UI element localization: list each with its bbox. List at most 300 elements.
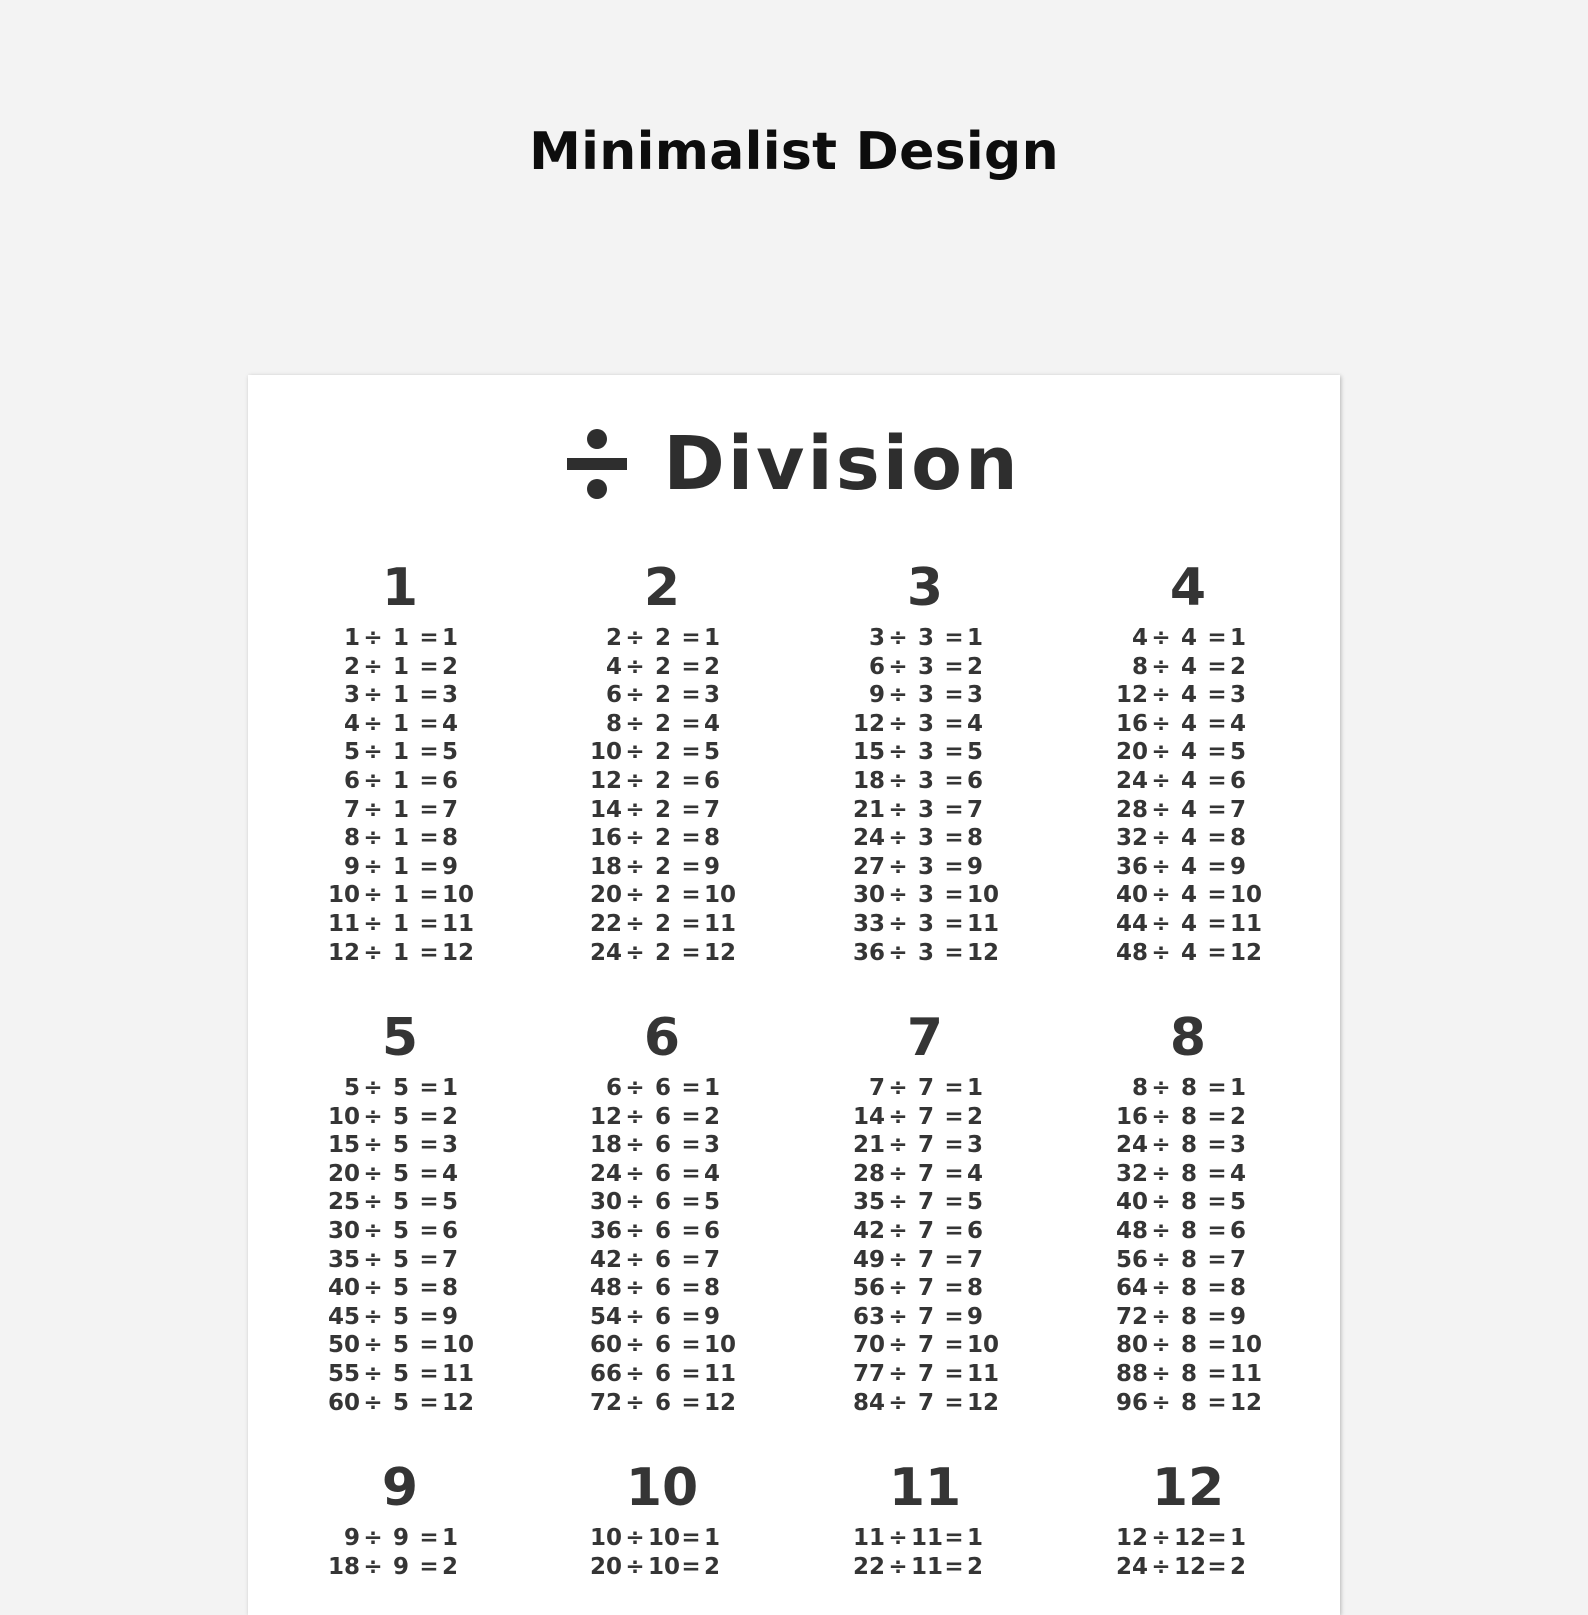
equals-sign: = xyxy=(681,682,701,709)
divisor: 8 xyxy=(1180,1332,1197,1359)
division-sign: ÷ xyxy=(363,910,383,937)
dividend: 56 xyxy=(1115,1246,1148,1273)
divisor: 2 xyxy=(654,853,671,880)
division-sign: ÷ xyxy=(1151,710,1171,737)
division-table-2 xyxy=(562,560,762,967)
equation-row xyxy=(825,910,1025,939)
equals-sign: = xyxy=(419,710,439,737)
division-sign: ÷ xyxy=(888,1246,908,1273)
equals-sign: = xyxy=(419,1389,439,1416)
dividend: 16 xyxy=(1115,710,1148,737)
quotient: 1 xyxy=(1230,1525,1247,1551)
division-sign: ÷ xyxy=(888,910,908,937)
equation-row xyxy=(562,1553,762,1582)
dividend: 4 xyxy=(605,653,622,680)
equation-row xyxy=(1088,624,1288,653)
equation-row xyxy=(1088,1246,1288,1275)
equals-sign: = xyxy=(419,767,439,794)
division-sign: ÷ xyxy=(363,1525,383,1551)
equation-row xyxy=(562,824,762,853)
divisor: 3 xyxy=(917,882,934,909)
equals-sign: = xyxy=(681,825,701,852)
quotient: 12 xyxy=(704,1389,737,1416)
divisor: 1 xyxy=(392,653,409,680)
division-sign: ÷ xyxy=(888,1217,908,1244)
dividend: 24 xyxy=(1115,1553,1148,1580)
equals-sign: = xyxy=(1207,796,1227,823)
divisor: 7 xyxy=(917,1275,934,1302)
equation-row xyxy=(1088,1524,1288,1553)
dividend: 15 xyxy=(852,739,885,766)
equals-sign: = xyxy=(1207,825,1227,852)
equation-row xyxy=(825,653,1025,682)
equals-sign: = xyxy=(681,1553,701,1580)
divisor: 7 xyxy=(917,1160,934,1187)
divisor: 2 xyxy=(654,910,671,937)
table-header: 5 xyxy=(381,1008,419,1068)
dividend: 24 xyxy=(852,825,885,852)
quotient: 2 xyxy=(1230,653,1247,680)
table-header: 8 xyxy=(1169,1008,1207,1068)
equation-row xyxy=(562,710,762,739)
divisor: 12 xyxy=(1174,1525,1207,1551)
table-header: 1 xyxy=(381,558,419,618)
dividend: 2 xyxy=(605,625,622,651)
division-sign: ÷ xyxy=(888,1553,908,1580)
equals-sign: = xyxy=(944,1332,964,1359)
division-sign: ÷ xyxy=(625,1217,645,1244)
divisor: 9 xyxy=(392,1553,409,1580)
equation-row xyxy=(1088,796,1288,825)
quotient: 2 xyxy=(704,1103,721,1130)
equals-sign: = xyxy=(944,1217,964,1244)
equals-sign: = xyxy=(944,910,964,937)
divisor: 1 xyxy=(392,739,409,766)
dividend: 7 xyxy=(343,796,360,823)
division-table-3 xyxy=(825,560,1025,967)
divisor: 3 xyxy=(917,682,934,709)
dividend: 55 xyxy=(327,1360,360,1387)
quotient: 5 xyxy=(967,1189,984,1216)
equals-sign: = xyxy=(419,825,439,852)
equals-sign: = xyxy=(419,1275,439,1302)
divisor: 4 xyxy=(1180,796,1197,823)
quotient: 1 xyxy=(1230,625,1247,651)
division-table-10 xyxy=(562,1460,762,1581)
division-sign: ÷ xyxy=(625,739,645,766)
table-header: 2 xyxy=(643,558,681,618)
equals-sign: = xyxy=(1207,1332,1227,1359)
division-sign: ÷ xyxy=(363,653,383,680)
dividend: 48 xyxy=(1115,939,1148,966)
equals-sign: = xyxy=(419,1246,439,1273)
divisor: 4 xyxy=(1180,682,1197,709)
division-sign: ÷ xyxy=(888,882,908,909)
division-sign: ÷ xyxy=(888,1103,908,1130)
equals-sign: = xyxy=(681,882,701,909)
dividend: 33 xyxy=(852,910,885,937)
divisor: 5 xyxy=(392,1132,409,1159)
dividend: 7 xyxy=(868,1075,885,1101)
dividend: 77 xyxy=(852,1360,885,1387)
equals-sign: = xyxy=(419,1103,439,1130)
division-sign: ÷ xyxy=(625,910,645,937)
quotient: 8 xyxy=(967,825,984,852)
equation-row xyxy=(825,767,1025,796)
quotient: 5 xyxy=(704,739,721,766)
dividend: 9 xyxy=(343,1525,360,1551)
dividend: 18 xyxy=(589,853,622,880)
dividend: 6 xyxy=(868,653,885,680)
quotient: 1 xyxy=(704,1075,721,1101)
equals-sign: = xyxy=(681,1275,701,1302)
dividend: 28 xyxy=(852,1160,885,1187)
equation-row xyxy=(825,1303,1025,1332)
equals-sign: = xyxy=(944,1075,964,1101)
dividend: 84 xyxy=(852,1389,885,1416)
equals-sign: = xyxy=(944,1389,964,1416)
equals-sign: = xyxy=(681,853,701,880)
division-table-12 xyxy=(1088,1460,1288,1581)
equation-row xyxy=(300,1217,500,1246)
division-sign: ÷ xyxy=(1151,1132,1171,1159)
table-header: 9 xyxy=(381,1458,419,1518)
equals-sign: = xyxy=(681,1360,701,1387)
division-sign: ÷ xyxy=(1151,825,1171,852)
equation-list xyxy=(562,1074,762,1417)
dividend: 35 xyxy=(852,1189,885,1216)
equals-sign: = xyxy=(1207,882,1227,909)
quotient: 10 xyxy=(967,882,1000,909)
dividend: 56 xyxy=(852,1275,885,1302)
equals-sign: = xyxy=(419,1332,439,1359)
division-sign: ÷ xyxy=(1151,882,1171,909)
quotient: 6 xyxy=(1230,767,1247,794)
dividend: 3 xyxy=(868,625,885,651)
equation-row xyxy=(300,710,500,739)
division-sign: ÷ xyxy=(888,682,908,709)
quotient: 4 xyxy=(967,1160,984,1187)
quotient: 4 xyxy=(1230,1160,1247,1187)
equals-sign: = xyxy=(944,882,964,909)
quotient: 11 xyxy=(1230,1360,1263,1387)
equals-sign: = xyxy=(944,1275,964,1302)
divisor: 5 xyxy=(392,1275,409,1302)
divisor: 6 xyxy=(654,1075,671,1101)
divisor: 5 xyxy=(392,1303,409,1330)
division-sign: ÷ xyxy=(625,1275,645,1302)
division-sign: ÷ xyxy=(1151,1189,1171,1216)
equation-row xyxy=(825,939,1025,968)
divisor: 6 xyxy=(654,1360,671,1387)
quotient: 12 xyxy=(1230,1389,1263,1416)
division-sign: ÷ xyxy=(888,1303,908,1330)
quotient: 1 xyxy=(442,1525,459,1551)
division-sign: ÷ xyxy=(1151,1103,1171,1130)
dividend: 60 xyxy=(327,1389,360,1416)
division-sign: ÷ xyxy=(363,1189,383,1216)
divisor: 6 xyxy=(654,1275,671,1302)
divisor: 8 xyxy=(1180,1217,1197,1244)
divisor: 8 xyxy=(1180,1075,1197,1101)
quotient: 11 xyxy=(967,910,1000,937)
division-sign: ÷ xyxy=(625,1160,645,1187)
table-header: 10 xyxy=(625,1458,699,1518)
dividend: 30 xyxy=(852,882,885,909)
quotient: 5 xyxy=(442,739,459,766)
equals-sign: = xyxy=(1207,1389,1227,1416)
quotient: 8 xyxy=(1230,825,1247,852)
division-sign: ÷ xyxy=(625,710,645,737)
equation-row xyxy=(1088,1188,1288,1217)
dividend: 66 xyxy=(589,1360,622,1387)
quotient: 9 xyxy=(704,853,721,880)
divisor: 6 xyxy=(654,1189,671,1216)
equals-sign: = xyxy=(681,1303,701,1330)
dividend: 30 xyxy=(327,1217,360,1244)
equals-sign: = xyxy=(419,1160,439,1187)
equation-list xyxy=(300,624,500,967)
equals-sign: = xyxy=(419,1217,439,1244)
division-sign: ÷ xyxy=(888,625,908,651)
division-sign: ÷ xyxy=(625,1075,645,1101)
equals-sign: = xyxy=(1207,1160,1227,1187)
equals-sign: = xyxy=(944,796,964,823)
division-sign: ÷ xyxy=(1151,1303,1171,1330)
divisor: 11 xyxy=(911,1525,944,1551)
divisor: 7 xyxy=(917,1246,934,1273)
equation-row xyxy=(562,1188,762,1217)
divisor: 8 xyxy=(1180,1360,1197,1387)
equation-row xyxy=(300,1389,500,1418)
division-sign: ÷ xyxy=(888,1275,908,1302)
quotient: 4 xyxy=(967,710,984,737)
equals-sign: = xyxy=(1207,1132,1227,1159)
dividend: 22 xyxy=(852,1553,885,1580)
division-sign: ÷ xyxy=(363,1132,383,1159)
division-sign: ÷ xyxy=(1151,1360,1171,1387)
dividend: 63 xyxy=(852,1303,885,1330)
division-sign: ÷ xyxy=(1151,767,1171,794)
division-sign: ÷ xyxy=(888,1189,908,1216)
divisor: 6 xyxy=(654,1160,671,1187)
dividend: 10 xyxy=(327,882,360,909)
equation-row xyxy=(300,1160,500,1189)
divisor: 7 xyxy=(917,1303,934,1330)
dividend: 11 xyxy=(852,1525,885,1551)
equation-row xyxy=(300,1303,500,1332)
equation-list xyxy=(1088,1074,1288,1417)
equation-row xyxy=(562,910,762,939)
dividend: 50 xyxy=(327,1332,360,1359)
equation-row xyxy=(562,1131,762,1160)
equals-sign: = xyxy=(1207,1525,1227,1551)
division-sign: ÷ xyxy=(888,1132,908,1159)
equals-sign: = xyxy=(419,796,439,823)
equation-row xyxy=(1088,910,1288,939)
equals-sign: = xyxy=(419,910,439,937)
equation-row xyxy=(1088,681,1288,710)
dividend: 8 xyxy=(1131,1075,1148,1101)
dividend: 24 xyxy=(1115,767,1148,794)
equation-row xyxy=(1088,738,1288,767)
quotient: 10 xyxy=(1230,1332,1263,1359)
division-sign: ÷ xyxy=(625,1132,645,1159)
equation-row xyxy=(300,1331,500,1360)
quotient: 12 xyxy=(967,1389,1000,1416)
divisor: 6 xyxy=(654,1217,671,1244)
quotient: 3 xyxy=(442,682,459,709)
quotient: 10 xyxy=(704,1332,737,1359)
equals-sign: = xyxy=(681,710,701,737)
equation-row xyxy=(1088,1553,1288,1582)
equals-sign: = xyxy=(419,682,439,709)
equation-row xyxy=(1088,653,1288,682)
division-sign: ÷ xyxy=(1151,796,1171,823)
divisor: 4 xyxy=(1180,767,1197,794)
division-sign: ÷ xyxy=(363,796,383,823)
dividend: 20 xyxy=(1115,739,1148,766)
equals-sign: = xyxy=(1207,1360,1227,1387)
equation-row xyxy=(300,1553,500,1582)
dividend: 36 xyxy=(1115,853,1148,880)
equation-row xyxy=(562,1389,762,1418)
division-sign: ÷ xyxy=(625,853,645,880)
divisor: 6 xyxy=(654,1332,671,1359)
divisor: 2 xyxy=(654,882,671,909)
equation-row xyxy=(562,767,762,796)
dividend: 42 xyxy=(589,1246,622,1273)
equals-sign: = xyxy=(681,1103,701,1130)
dividend: 14 xyxy=(589,796,622,823)
equation-row xyxy=(825,1160,1025,1189)
divisor: 4 xyxy=(1180,653,1197,680)
equals-sign: = xyxy=(944,1303,964,1330)
divisor: 1 xyxy=(392,682,409,709)
dividend: 40 xyxy=(327,1275,360,1302)
equals-sign: = xyxy=(1207,653,1227,680)
dividend: 4 xyxy=(343,710,360,737)
dividend: 8 xyxy=(343,825,360,852)
divisor: 3 xyxy=(917,825,934,852)
dividend: 36 xyxy=(852,939,885,966)
equals-sign: = xyxy=(1207,767,1227,794)
divisor: 6 xyxy=(654,1103,671,1130)
equals-sign: = xyxy=(1207,853,1227,880)
equals-sign: = xyxy=(944,739,964,766)
quotient: 6 xyxy=(442,767,459,794)
equation-row xyxy=(825,681,1025,710)
dividend: 32 xyxy=(1115,825,1148,852)
divisor: 4 xyxy=(1180,739,1197,766)
dividend: 72 xyxy=(589,1389,622,1416)
quotient: 9 xyxy=(967,853,984,880)
dividend: 60 xyxy=(589,1332,622,1359)
equation-row xyxy=(1088,881,1288,910)
equals-sign: = xyxy=(1207,1075,1227,1101)
table-header: 6 xyxy=(643,1008,681,1068)
equals-sign: = xyxy=(1207,910,1227,937)
equation-row xyxy=(300,738,500,767)
divisor: 3 xyxy=(917,710,934,737)
quotient: 4 xyxy=(442,710,459,737)
dividend: 14 xyxy=(852,1103,885,1130)
dividend: 40 xyxy=(1115,1189,1148,1216)
table-header: 4 xyxy=(1169,558,1207,618)
divisor: 4 xyxy=(1180,882,1197,909)
equation-list xyxy=(300,1074,500,1417)
equation-row xyxy=(300,1246,500,1275)
division-sign-icon xyxy=(567,428,627,500)
dividend: 20 xyxy=(589,882,622,909)
division-sign: ÷ xyxy=(888,1389,908,1416)
dividend: 22 xyxy=(589,910,622,937)
quotient: 7 xyxy=(1230,1246,1247,1273)
dividend: 28 xyxy=(1115,796,1148,823)
quotient: 10 xyxy=(967,1332,1000,1359)
quotient: 10 xyxy=(442,882,475,909)
equation-row xyxy=(825,710,1025,739)
dividend: 5 xyxy=(343,1075,360,1101)
divisor: 1 xyxy=(392,882,409,909)
equation-row xyxy=(825,1246,1025,1275)
quotient: 7 xyxy=(704,1246,721,1273)
quotient: 5 xyxy=(967,739,984,766)
division-sign: ÷ xyxy=(625,625,645,651)
divisor: 8 xyxy=(1180,1389,1197,1416)
divisor: 2 xyxy=(654,710,671,737)
equals-sign: = xyxy=(681,625,701,651)
divisor: 3 xyxy=(917,767,934,794)
quotient: 3 xyxy=(442,1132,459,1159)
equation-row xyxy=(825,738,1025,767)
divisor: 12 xyxy=(1174,1553,1207,1580)
equation-row xyxy=(1088,1131,1288,1160)
quotient: 5 xyxy=(1230,739,1247,766)
equals-sign: = xyxy=(681,910,701,937)
equals-sign: = xyxy=(419,1132,439,1159)
divisor: 2 xyxy=(654,682,671,709)
divisor: 6 xyxy=(654,1132,671,1159)
dividend: 5 xyxy=(343,739,360,766)
quotient: 4 xyxy=(1230,710,1247,737)
divisor: 7 xyxy=(917,1332,934,1359)
table-header: 12 xyxy=(1151,1458,1225,1518)
quotient: 12 xyxy=(967,939,1000,966)
quotient: 12 xyxy=(442,939,475,966)
equals-sign: = xyxy=(944,825,964,852)
equation-row xyxy=(1088,1389,1288,1418)
quotient: 10 xyxy=(442,1332,475,1359)
divisor: 8 xyxy=(1180,1132,1197,1159)
division-sign: ÷ xyxy=(1151,653,1171,680)
equation-list xyxy=(825,1074,1025,1417)
division-sign: ÷ xyxy=(363,1246,383,1273)
equation-row xyxy=(562,738,762,767)
equation-row xyxy=(562,1360,762,1389)
dividend: 6 xyxy=(343,767,360,794)
dividend: 72 xyxy=(1115,1303,1148,1330)
division-sign: ÷ xyxy=(1151,1246,1171,1273)
quotient: 11 xyxy=(704,910,737,937)
divisor: 3 xyxy=(917,739,934,766)
division-sign: ÷ xyxy=(888,767,908,794)
quotient: 1 xyxy=(967,1525,984,1551)
quotient: 10 xyxy=(1230,882,1263,909)
division-sign: ÷ xyxy=(625,796,645,823)
quotient: 8 xyxy=(704,825,721,852)
quotient: 10 xyxy=(704,882,737,909)
